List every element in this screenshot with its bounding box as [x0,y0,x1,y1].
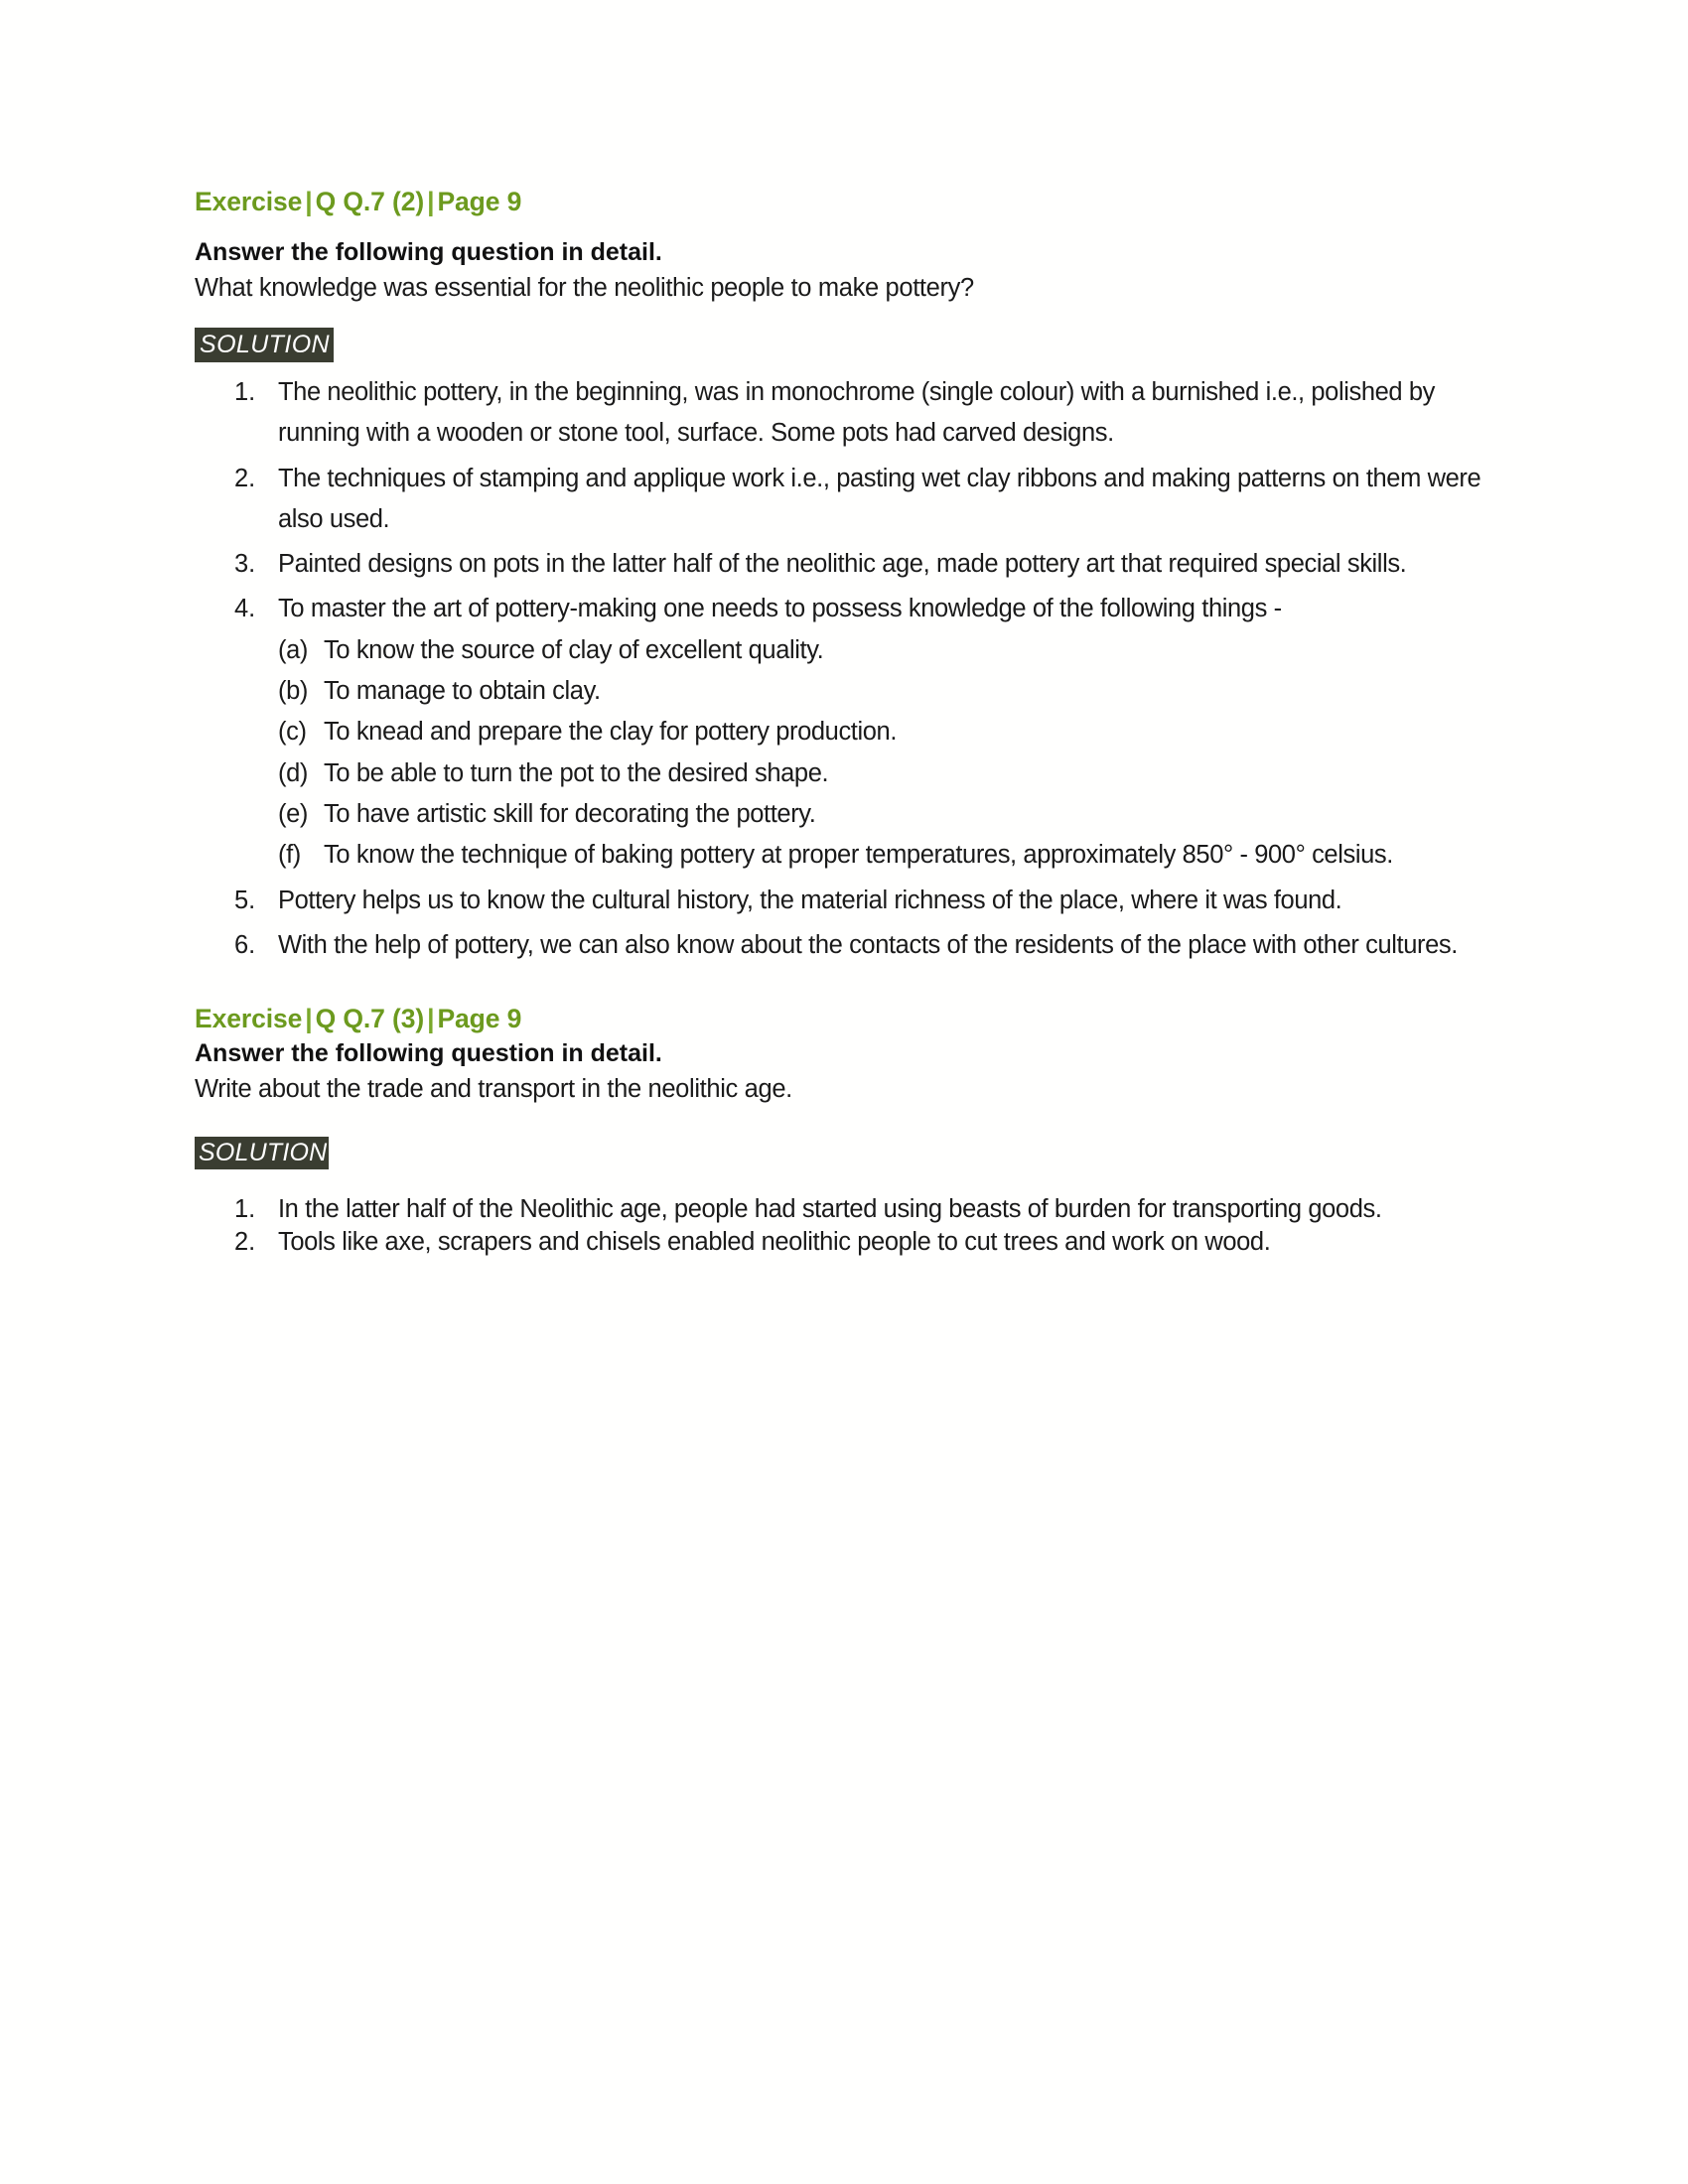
list-item [195,459,1485,541]
list-marker: 1. [234,377,256,406]
sub-list-item-text: To manage to obtain clay. [324,677,601,706]
list-item [195,1226,1485,1259]
list-item [195,1193,1485,1226]
list-item [195,881,1485,921]
exercise-heading-2 [195,1004,1485,1035]
sub-list-marker: (c) [278,718,307,747]
list-item-text: With the help of pottery, we can also know about the contacts of the residents of the place with other cultures. [278,930,1458,959]
solution-list-2 [195,1193,1485,1259]
exercise-label: Exercise [195,1004,303,1034]
list-item-text: The neolithic pottery, in the beginning, was in monochrome (single colour) with a burnished i.e., polished by running with a wooden or stone tool, surface. Some pots had carved designs. [278,377,1436,448]
heading-separator: | [427,1004,435,1034]
list-item-text: To master the art of pottery-making one needs to possess knowledge of the following things - [278,595,1282,623]
solution-badge-2: SOLUTION [195,1137,329,1169]
question-reference: Q Q.7 (3) [315,1004,425,1034]
sub-list-item [278,630,1485,671]
sub-list-item [278,712,1485,752]
list-marker: 4. [234,595,256,623]
question-text-2: Write about the trade and transport in the neolithic age. [195,1075,792,1104]
sub-list-marker: (d) [278,758,308,787]
list-item-text: Painted designs on pots in the latter half of the neolithic age, made pottery art that required special skills. [278,550,1407,579]
list-item-text: The techniques of stamping and applique work i.e., pasting wet clay ribbons and making patterns on them were also used. [278,464,1481,533]
list-item [195,589,1485,876]
section-spacer [195,970,1485,1004]
sub-list-item-text: To have artistic skill for decorating the pottery. [324,799,816,828]
sub-list-marker: (e) [278,799,308,828]
sub-list-item-text: To be able to turn the pot to the desired shape. [324,758,829,787]
page-reference: Page 9 [437,187,522,216]
list-marker: 2. [234,464,256,492]
heading-separator: | [305,1004,313,1034]
sub-list-item-text: To know the technique of baking pottery at proper temperatures, approximately 850° - 900° celsius. [324,841,1393,870]
solution-spacer [195,1179,1485,1193]
sub-list-marker: (b) [278,677,308,706]
list-item-text: In the latter half of the Neolithic age, people had started using beasts of burden for transporting goods. [278,1195,1382,1224]
instruction-text-1: Answer the following question in detail. [195,237,662,266]
sub-list-pottery-knowledge [278,630,1485,877]
list-item-text: Pottery helps us to know the cultural history, the material richness of the place, where it was found. [278,886,1342,914]
page-reference: Page 9 [437,1004,522,1034]
list-marker: 5. [234,886,256,914]
sub-list-marker: (f) [278,841,301,870]
sub-list-item [278,794,1485,835]
list-item [195,372,1485,455]
sub-list-item-text: To know the source of clay of excellent quality. [324,635,824,664]
sub-list-marker: (a) [278,635,308,664]
exercise-label: Exercise [195,187,303,216]
exercise-section-2 [195,1004,1485,1259]
sub-list-item [278,753,1485,794]
solution-list-1 [195,372,1485,966]
list-marker: 6. [234,930,256,959]
question-text-1: What knowledge was essential for the neolithic people to make pottery? [195,274,974,303]
exercise-heading-1 [195,187,1485,218]
solution-badge-1: SOLUTION [195,328,334,362]
heading-separator: | [427,187,435,216]
list-marker: 3. [234,550,256,579]
document-content [195,187,1485,1259]
heading-separator: | [305,187,313,216]
list-marker: 1. [234,1195,256,1224]
list-marker: 2. [234,1228,256,1257]
list-item-text: Tools like axe, scrapers and chisels enabled neolithic people to cut trees and work on wood. [278,1228,1271,1257]
sub-list-item [278,671,1485,712]
list-item [195,925,1485,966]
instruction-text-2: Answer the following question in detail. [195,1038,662,1067]
list-item [195,544,1485,585]
question-reference: Q Q.7 (2) [315,187,425,216]
exercise-section-1 [195,187,1485,966]
sub-list-item [278,835,1485,876]
sub-list-item-text: To knead and prepare the clay for pottery production. [324,718,898,747]
